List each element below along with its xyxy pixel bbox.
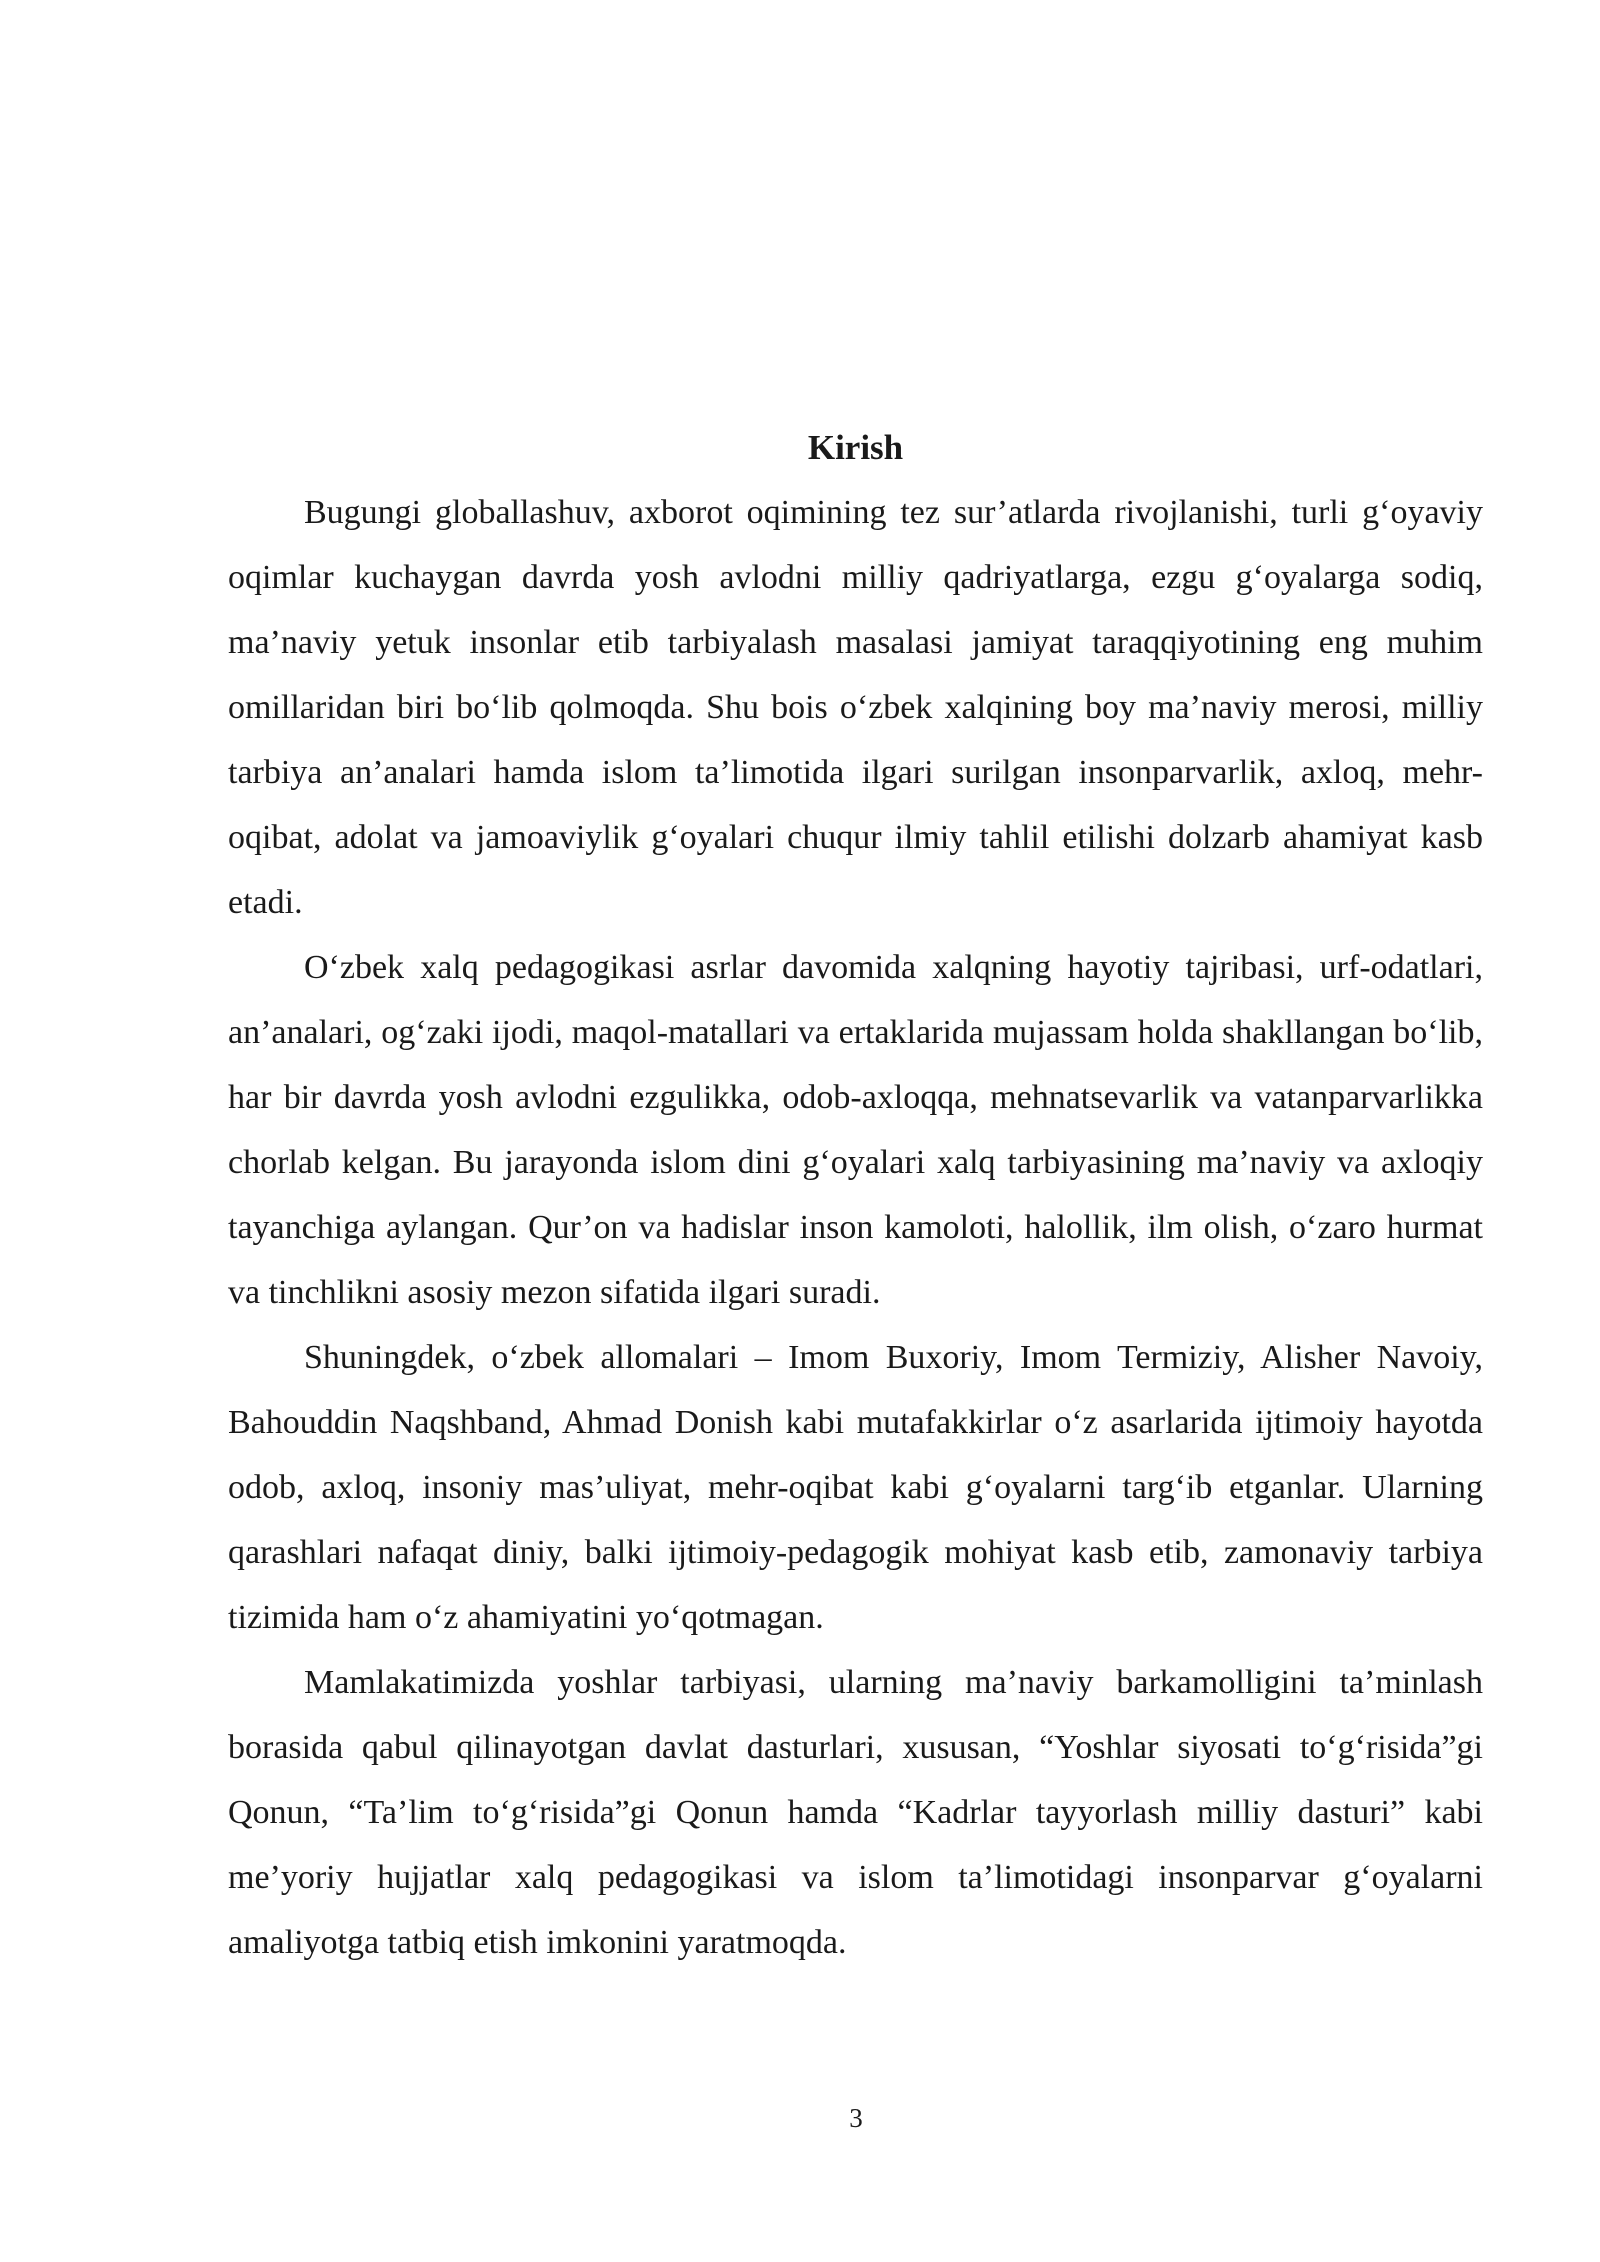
body-paragraph-3: Shuningdek, o‘zbek allomalari – Imom Buxoriy, Imom Termiziy, Alisher Navoiy, Bahouddin Naqshband, Ahmad Donish kabi mutafakkirlar o‘z asarlarida ijtimoiy hayotda odob, axloq, insoniy mas’uliyat, mehr-oqibat kabi g‘oyalarni targ‘ib etganlar. Ularning qarashlari nafaqat diniy, balki ijtimoiy-pedagogik mohiyat kasb etib, zamonaviy tarbiya tizimida ham o‘z ahamiyatini yo‘qotmagan. xyxy=(228,1339,1483,1636)
page-number: 3 xyxy=(849,2103,863,2133)
body-paragraph-4: Mamlakatimizda yoshlar tarbiyasi, ularning ma’naviy barkamolligini ta’minlash borasida qabul qilinayotgan davlat dasturlari, xususan, “Yoshlar siyosati to‘g‘risida”gi Qonun, “Ta’lim to‘g‘risida”gi Qonun hamda “Kadrlar tayyorlash milliy dasturi” kabi me’yoriy hujjatlar xalq pedagogikasi va islom ta’limotidagi insonparvar g‘oyalarni amaliyotga tatbiq etish imkonini yaratmoqda. xyxy=(228,1664,1483,1961)
section-heading: Kirish xyxy=(807,428,904,467)
body-paragraph-1: Bugungi globallashuv, axborot oqimining tez sur’atlarda rivojlanishi, turli g‘oyaviy oqimlar kuchaygan davrda yosh avlodni milliy qadriyatlarga, ezgu g‘oyalarga sodiq, ma’naviy yetuk insonlar etib tarbiyalash masalasi jamiyat taraqqiyotining eng muhim omillaridan biri bo‘lib qolmoqda. Shu bois o‘zbek xalqining boy ma’naviy merosi, milliy tarbiya an’analari hamda islom ta’limotida ilgari surilgan insonparvarlik, axloq, mehr-oqibat, adolat va jamoaviylik g‘oyalari chuqur ilmiy tahlil etilishi dolzarb ahamiyat kasb etadi. xyxy=(228,494,1483,921)
page-number-footer xyxy=(0,2098,1600,2138)
page-content xyxy=(228,418,1483,1975)
body-paragraph-2: O‘zbek xalq pedagogikasi asrlar davomida xalqning hayotiy tajribasi, urf-odatlari, an’analari, og‘zaki ijodi, maqol-matallari va ertaklarida mujassam holda shakllangan bo‘lib, har bir davrda yosh avlodni ezgulikka, odob-axloqqa, mehnatsevarlik va vatanparvarlikka chorlab kelgan. Bu jarayonda islom dini g‘oyalari xalq tarbiyasining ma’naviy va axloqiy tayanchiga aylangan. Qur’on va hadislar inson kamoloti, halollik, ilm olish, o‘zaro hurmat va tinchlikni asosiy mezon sifatida ilgari suradi. xyxy=(228,949,1483,1311)
